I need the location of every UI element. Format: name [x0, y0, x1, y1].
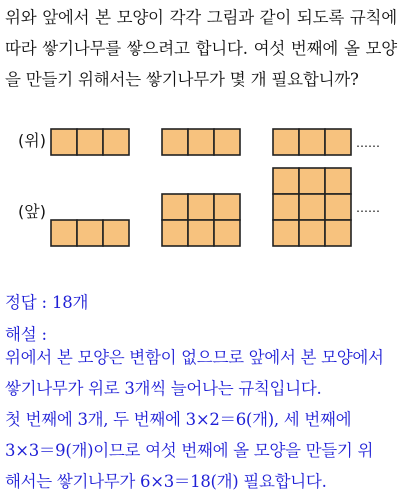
front-view-block [214, 220, 240, 246]
explanation-line: 첫 번째에 3개, 두 번째에 3×2＝6(개), 세 번째에 [5, 410, 352, 429]
top-view-block [51, 129, 77, 155]
front-view-block [188, 194, 214, 220]
explanation-line: 해서는 쌓기나무가 6×3＝18(개) 필요합니다. [5, 472, 327, 491]
answer-label: 정답 : [5, 293, 47, 312]
front-view-block [162, 220, 188, 246]
front-view-block [299, 220, 325, 246]
explanation-line: 쌓기나무가 위로 3개씩 늘어나는 규칙입니다. [5, 379, 322, 398]
top-view-block [103, 129, 129, 155]
top-view-block [162, 129, 188, 155]
front-view-block [273, 220, 299, 246]
answer-value: 18개 [51, 293, 89, 312]
front-view-block [299, 168, 325, 194]
front-view-block [51, 220, 77, 246]
top-view-block [299, 129, 325, 155]
explanation-line: 위에서 본 모양은 변함이 없으므로 앞에서 본 모양에서 [5, 348, 384, 367]
front-view-block [162, 194, 188, 220]
top-view-block [325, 129, 351, 155]
question-text: 위와 앞에서 본 모양이 각각 그림과 같이 되도록 규칙에 따라 쌓기나무를 쌓으려고 합니다. 여섯 번째에 올 모양을 만들기 위해서는 쌓기나무가 몇 개 필요합니까? [5, 8, 397, 89]
block-views [51, 129, 351, 246]
top-view-label: (위) [18, 131, 46, 150]
front-view-block [273, 194, 299, 220]
top-view-block [214, 129, 240, 155]
front-view-block [273, 168, 299, 194]
answer-line [5, 289, 397, 313]
front-view-block [103, 220, 129, 246]
front-view-block [325, 168, 351, 194]
top-view-block [77, 129, 103, 155]
front-view-block [214, 194, 240, 220]
explanation-line: 3×3＝9(개)이므로 여섯 번째에 올 모양을 만들기 위 [5, 441, 374, 460]
front-view-block [77, 220, 103, 246]
front-view-block [299, 194, 325, 220]
top-view-block [273, 129, 299, 155]
explanation-label: 해설 : [5, 325, 47, 344]
front-view-block [325, 194, 351, 220]
top-row-ellipsis: …… [356, 136, 380, 150]
front-view-label: (앞) [18, 202, 46, 221]
front-view-block [325, 220, 351, 246]
front-view-block [188, 220, 214, 246]
explanation-body [5, 342, 397, 497]
front-row-ellipsis: …… [356, 201, 380, 215]
top-view-block [188, 129, 214, 155]
